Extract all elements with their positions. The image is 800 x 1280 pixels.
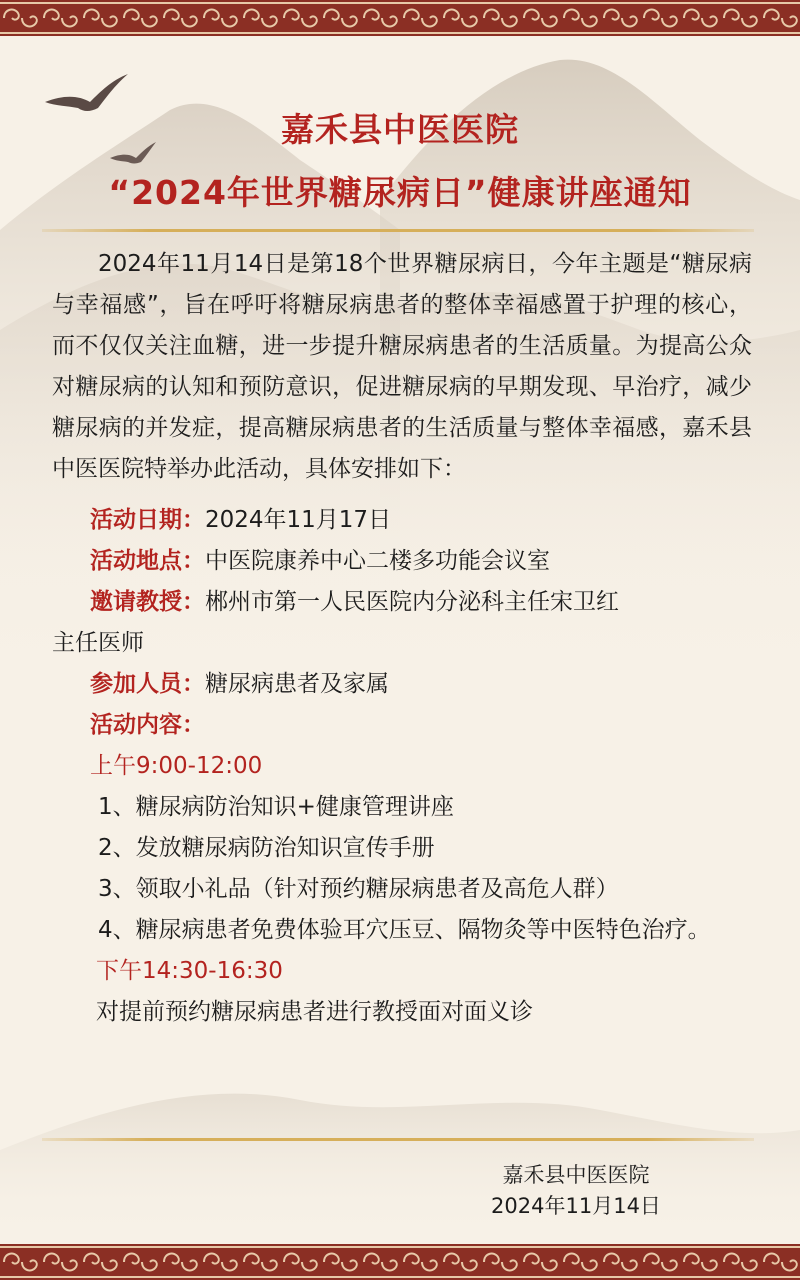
page-title-hospital: 嘉禾县中医医院 <box>281 110 519 149</box>
divider-bottom <box>42 1138 754 1141</box>
participants-label: 参加人员： <box>90 671 205 697</box>
signature-block <box>486 1160 666 1222</box>
professor-title: 主任医师 <box>52 630 144 656</box>
morning-item: 4、糖尿病患者免费体验耳穴压豆、隔物灸等中医特色治疗。 <box>98 917 711 943</box>
content-row <box>52 705 752 746</box>
location-label: 活动地点： <box>90 548 205 574</box>
professor-row <box>52 582 752 623</box>
afternoon-desc: 对提前预约糖尿病患者进行教授面对面义诊 <box>96 999 533 1025</box>
page-title-event: “2024年世界糖尿病日”健康讲座通知 <box>108 173 692 212</box>
date-value: 2024年11月17日 <box>205 507 392 533</box>
signature-org: 嘉禾县中医医院 <box>502 1163 650 1187</box>
professor-label: 邀请教授： <box>90 589 205 615</box>
morning-item: 2、发放糖尿病防治知识宣传手册 <box>98 835 435 861</box>
top-ornament-border <box>0 0 800 36</box>
date-label: 活动日期： <box>90 507 205 533</box>
location-row <box>52 541 752 582</box>
notice-body <box>52 244 752 1033</box>
morning-time: 上午9:00-12:00 <box>90 753 263 779</box>
afternoon-time: 下午14:30-16:30 <box>96 958 283 984</box>
signature-date: 2024年11月14日 <box>491 1194 661 1218</box>
participants-value: 糖尿病患者及家属 <box>205 671 389 697</box>
bottom-ornament-border <box>0 1244 800 1280</box>
date-row <box>52 500 752 541</box>
professor-value: 郴州市第一人民医院内分泌科主任宋卫红 <box>205 589 619 615</box>
morning-item: 3、领取小礼品（针对预约糖尿病患者及高危人群） <box>98 876 619 902</box>
participants-row <box>52 664 752 705</box>
morning-item: 1、糖尿病防治知识+健康管理讲座 <box>98 794 454 820</box>
location-value: 中医院康养中心二楼多功能会议室 <box>205 548 550 574</box>
intro-paragraph: 2024年11月14日是第18个世界糖尿病日，今年主题是“糖尿病与幸福感”，旨在呼吁将糖尿病患者的整体幸福感置于护理的核心，而不仅仅关注血糖，进一步提升糖尿病患者的生活质量。为提高公众对糖尿病的认知和预防意识，促进糖尿病的早期发现、早治疗，减少糖尿病的并发症，提高糖尿病患者的生活质量与整体幸福感，嘉禾县中医医院特举办此活动，具体安排如下： <box>52 251 752 482</box>
divider-top <box>42 229 754 232</box>
content-label: 活动内容： <box>90 712 205 738</box>
